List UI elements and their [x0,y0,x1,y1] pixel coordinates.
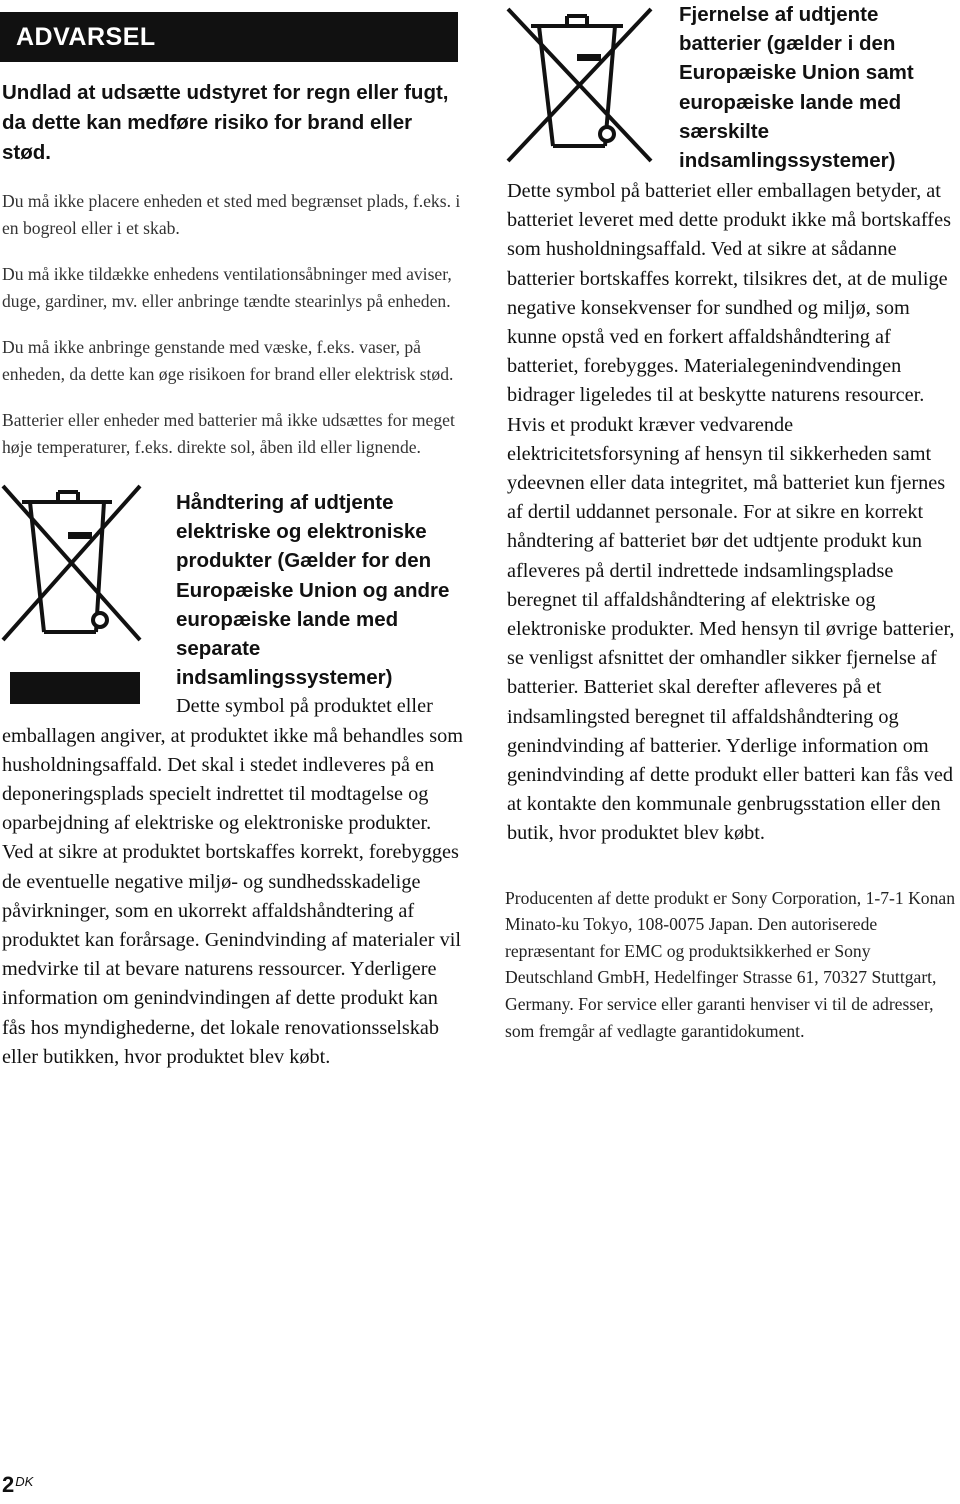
warning-paragraph: Du må ikke anbringe genstande med væske, f.eks. vaser, på enheden, da dette kan øge risikoen for brand eller elektrisk stød. [2,337,454,384]
warning-paragraph: Du må ikke placere enheden et sted med begrænset plads, f.eks. i en bogreol eller i et skab. [2,191,461,238]
warning-paragraph: Du må ikke tildække enhedens ventilationsåbninger med aviser, duge, gardiner, mv. eller anbringe tændte stearinlys på enheden. [2,264,452,311]
weee-section [0,482,465,1072]
page-number [2,1472,33,1498]
page-number-value: 2 [2,1472,15,1497]
battery-header [505,0,960,174]
warning-banner [0,12,458,62]
weee-text: Dette symbol på produktet eller emballagen angiver, at produktet ikke må behandles som husholdningsaffald. Det skal i stedet indleveres på en deponeringsplads specielt indrettet til modtagelse og oparbejdning af elektriske og elektroniske produkter. Ved at sikre at produktet bortskaffes korrekt, forebygges de eventuelle negative miljø- og sundhedsskadelige påvirkninger, som en ukorrekt affaldshåndtering af produktet kan forårsage. Genindvinding af materialer vil medvirke til at bevare naturens ressourcer. Yderligere information om genindvindingen af dette produkt kan fås hos myndighederne, det lokale renovationsselskab eller butikken, hvor produktet blev købt. [2,695,464,1068]
battery-text: Dette symbol på batteriet eller emballagen betyder, at batteriet leveret med dette produkt ikke må bortskaffes som husholdningsaffald. Ved at sikre at sådanne batterier bortskaffes korrekt, tilsikres det, at de mulige negative konsekvenser for sundhed og miljø, som kunne opstå ved en forkert affaldshåndtering af batteriet, forebygges. Materialegenindvendingen bidrager ligeledes til at beskytte naturens resourcer. Hvis et produkt kræver vedvarende elektricitetsforsyning af hensyn til sikkerheden samt ydeevnen eller data integritet, må batteriet kun fjernes af dertil uddannet personale. For at sikre en korrekt håndtering af batteriet bør det udtjente produkt kun afleveres på dertil indrettede indsamlingspladse beregnet til affaldshåndtering af elektriske og elektroniske produkter. Med hensyn til øvrige batterier, se venligst afsnittet der omhandler sikker fjernelse af batterier. Batteriet skal derefter afleveres på et indsamlingsted beregnet til affaldshåndtering og genindvinding af batterier. Yderlige information om genindvinding af dette produkt eller batteri kan fås ved at kontakte den kommunale genbrugsstation eller den butik, hvor produktet blev købt. [507,180,955,845]
crossed-out-wheelie-bin-icon [0,482,145,708]
weee-heading: Håndtering af udtjente elektriske og elektroniske produkter (Gælder for den Europæiske Union og andre europæiske lande med separate indsamlingssystemer) [176,491,450,690]
right-column [505,0,960,1044]
crossed-out-wheelie-bin-icon [505,6,655,164]
battery-heading: Fjernelse af udtjente batterier (gælder i den Europæiske Union samt europæiske lande med særskilte indsamlingssystemer) [679,3,914,173]
warning-title: ADVARSEL [16,22,156,51]
manufacturer-info: Producenten af dette produkt er Sony Corporation, 1-7-1 Konan Minato-ku Tokyo, 108-0075 Japan. Den autoriserede repræsentant for EMC og produktsikkerhed er Sony Deutschland GmbH, Hedelfinger Strasse 61, 70327 Stuttgart, Germany. For service eller garanti henviser vi til de adresser, som fremgår af vedlagte garantidokument. [505,887,955,1041]
page-language: DK [15,1474,34,1489]
left-column [0,12,465,1072]
warning-lead: Undlad at udsætte udstyret for regn eller fugt, da dette kan medføre risiko for brand eller stød. [2,81,449,164]
warning-paragraph: Batterier eller enheder med batterier må ikke udsættes for meget høje temperaturer, f.eks. direkte sol, åben ild eller lignende. [2,410,455,457]
